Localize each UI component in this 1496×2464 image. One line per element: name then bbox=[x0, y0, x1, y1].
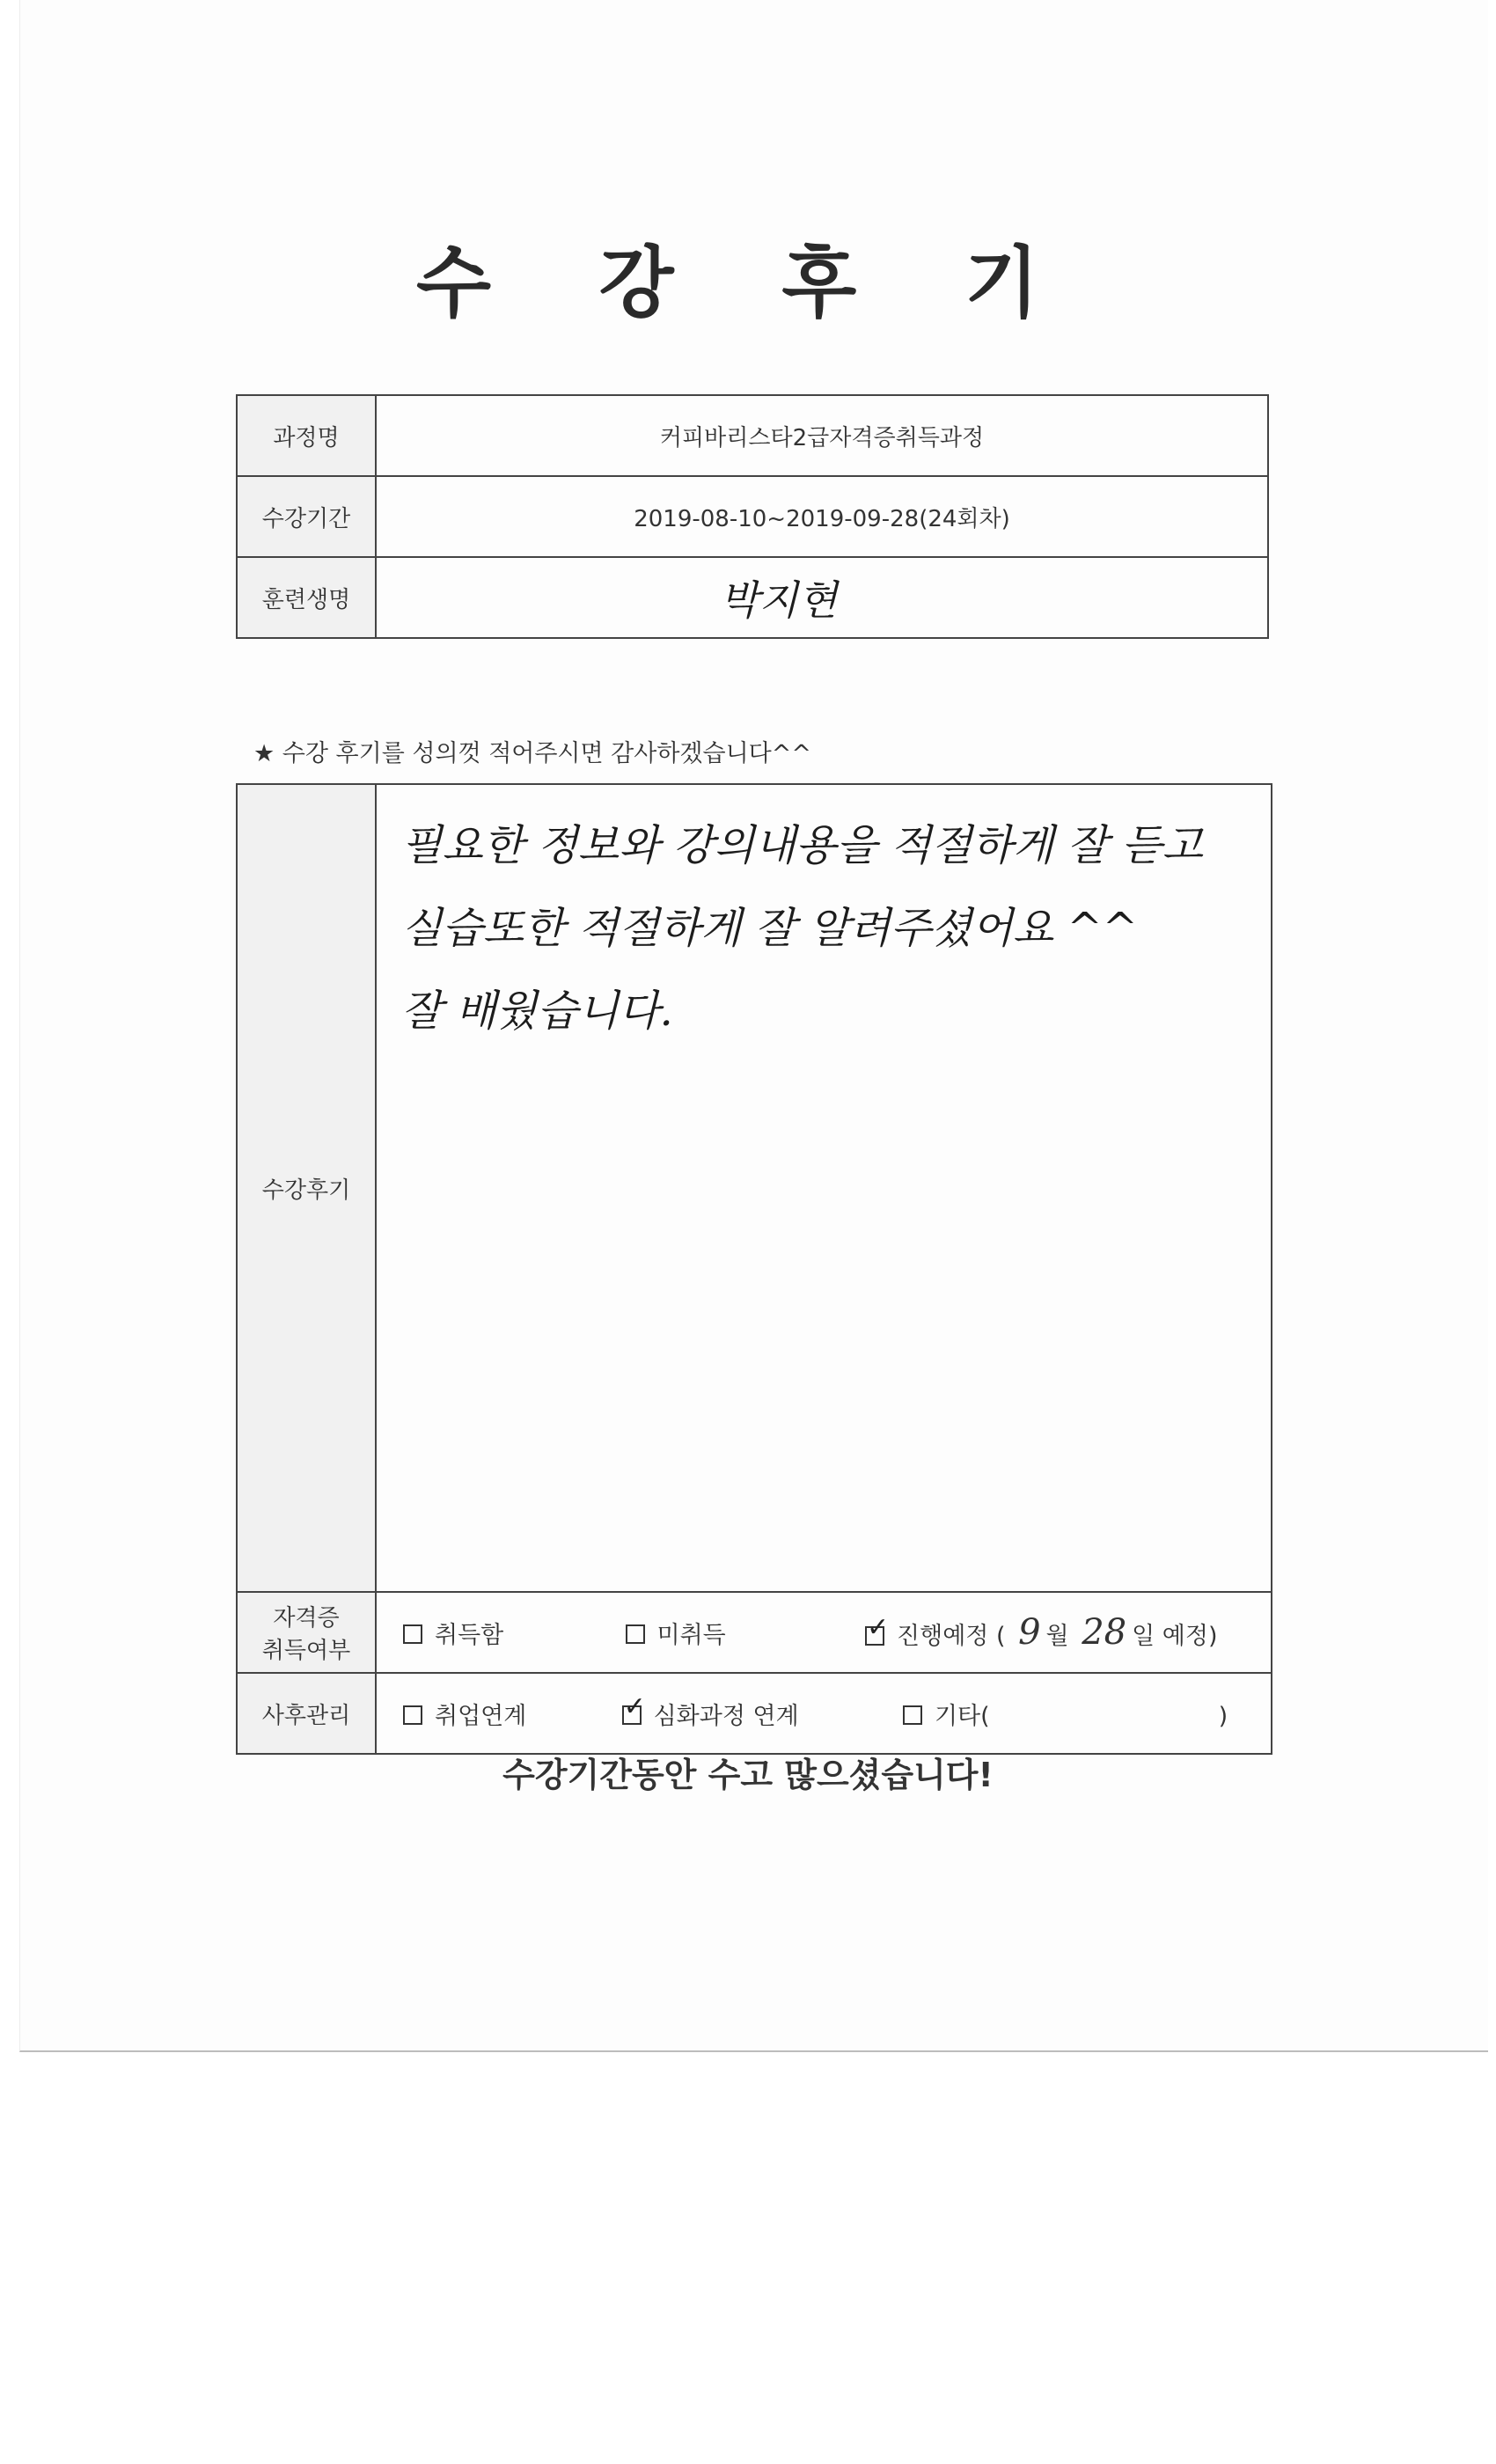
option-etc-label: 기타( bbox=[934, 1702, 990, 1730]
checkbox-etc[interactable] bbox=[903, 1705, 922, 1725]
option-advanced-course[interactable] bbox=[622, 1697, 799, 1731]
day-suffix: 일 예정) bbox=[1132, 1623, 1218, 1650]
option-etc-close: ) bbox=[1218, 1702, 1228, 1730]
period-value: 2019-08-10~2019-09-28(24회차) bbox=[376, 476, 1268, 557]
checkbox-acquired[interactable] bbox=[403, 1624, 422, 1644]
aftercare-options bbox=[376, 1673, 1272, 1754]
review-table bbox=[236, 783, 1272, 1755]
info-row-course bbox=[237, 395, 1268, 476]
trainee-name-cell bbox=[376, 557, 1268, 638]
planned-month-handwritten: 9 bbox=[1018, 1612, 1041, 1653]
review-row bbox=[237, 784, 1272, 1592]
checkbox-not-acquired[interactable] bbox=[626, 1624, 645, 1644]
review-text-area bbox=[376, 784, 1272, 1592]
option-not-acquired[interactable] bbox=[626, 1616, 726, 1650]
instruction-note: ★ 수강 후기를 성의껏 적어주시면 감사하겠습니다^^ bbox=[253, 740, 812, 767]
month-unit: 월 bbox=[1045, 1623, 1069, 1650]
page-title: 수 강 후 기 bbox=[416, 238, 1080, 328]
option-etc[interactable] bbox=[903, 1697, 1228, 1731]
review-line-3: 잘 배웠습니다. bbox=[401, 986, 673, 1036]
certification-label-line2: 취득여부 bbox=[261, 1638, 351, 1664]
info-row-trainee bbox=[237, 557, 1268, 638]
certification-label-line1: 자격증 bbox=[273, 1605, 340, 1632]
certification-row bbox=[237, 1592, 1272, 1673]
period-label: 수강기간 bbox=[237, 476, 376, 557]
closing-message: 수강기간동안 수고 많으셨습니다! bbox=[502, 1756, 994, 1794]
planned-day-handwritten: 28 bbox=[1082, 1612, 1127, 1653]
course-name-value: 커피바리스타2급자격증취득과정 bbox=[376, 395, 1268, 476]
checkbox-employment[interactable] bbox=[403, 1705, 422, 1725]
checkbox-planned[interactable] bbox=[865, 1626, 884, 1646]
course-name-label: 과정명 bbox=[237, 395, 376, 476]
option-planned-label: 진행예정 ( bbox=[897, 1623, 1006, 1650]
trainee-name-handwritten: 박지현 bbox=[720, 576, 838, 624]
review-label: 수강후기 bbox=[237, 784, 376, 1592]
option-acquired[interactable] bbox=[403, 1616, 503, 1650]
certification-options bbox=[376, 1592, 1272, 1673]
info-row-period bbox=[237, 476, 1268, 557]
option-advanced-course-label: 심화과정 연계 bbox=[653, 1702, 799, 1730]
certification-label bbox=[237, 1592, 376, 1673]
course-info-table bbox=[236, 394, 1269, 639]
trainee-label: 훈련생명 bbox=[237, 557, 376, 638]
checkbox-advanced-course[interactable] bbox=[622, 1705, 642, 1725]
review-line-2: 실습또한 적절하게 잘 알려주셨어요 ^^ bbox=[401, 904, 1138, 953]
review-line-1: 필요한 정보와 강의내용을 적절하게 잘 듣고 bbox=[401, 821, 1203, 870]
aftercare-row bbox=[237, 1673, 1272, 1754]
aftercare-label: 사후관리 bbox=[237, 1673, 376, 1754]
option-acquired-label: 취득함 bbox=[435, 1621, 504, 1649]
option-not-acquired-label: 미취득 bbox=[656, 1621, 726, 1649]
option-employment[interactable] bbox=[403, 1697, 526, 1731]
option-employment-label: 취업연계 bbox=[435, 1702, 527, 1730]
option-planned[interactable] bbox=[865, 1612, 1217, 1653]
